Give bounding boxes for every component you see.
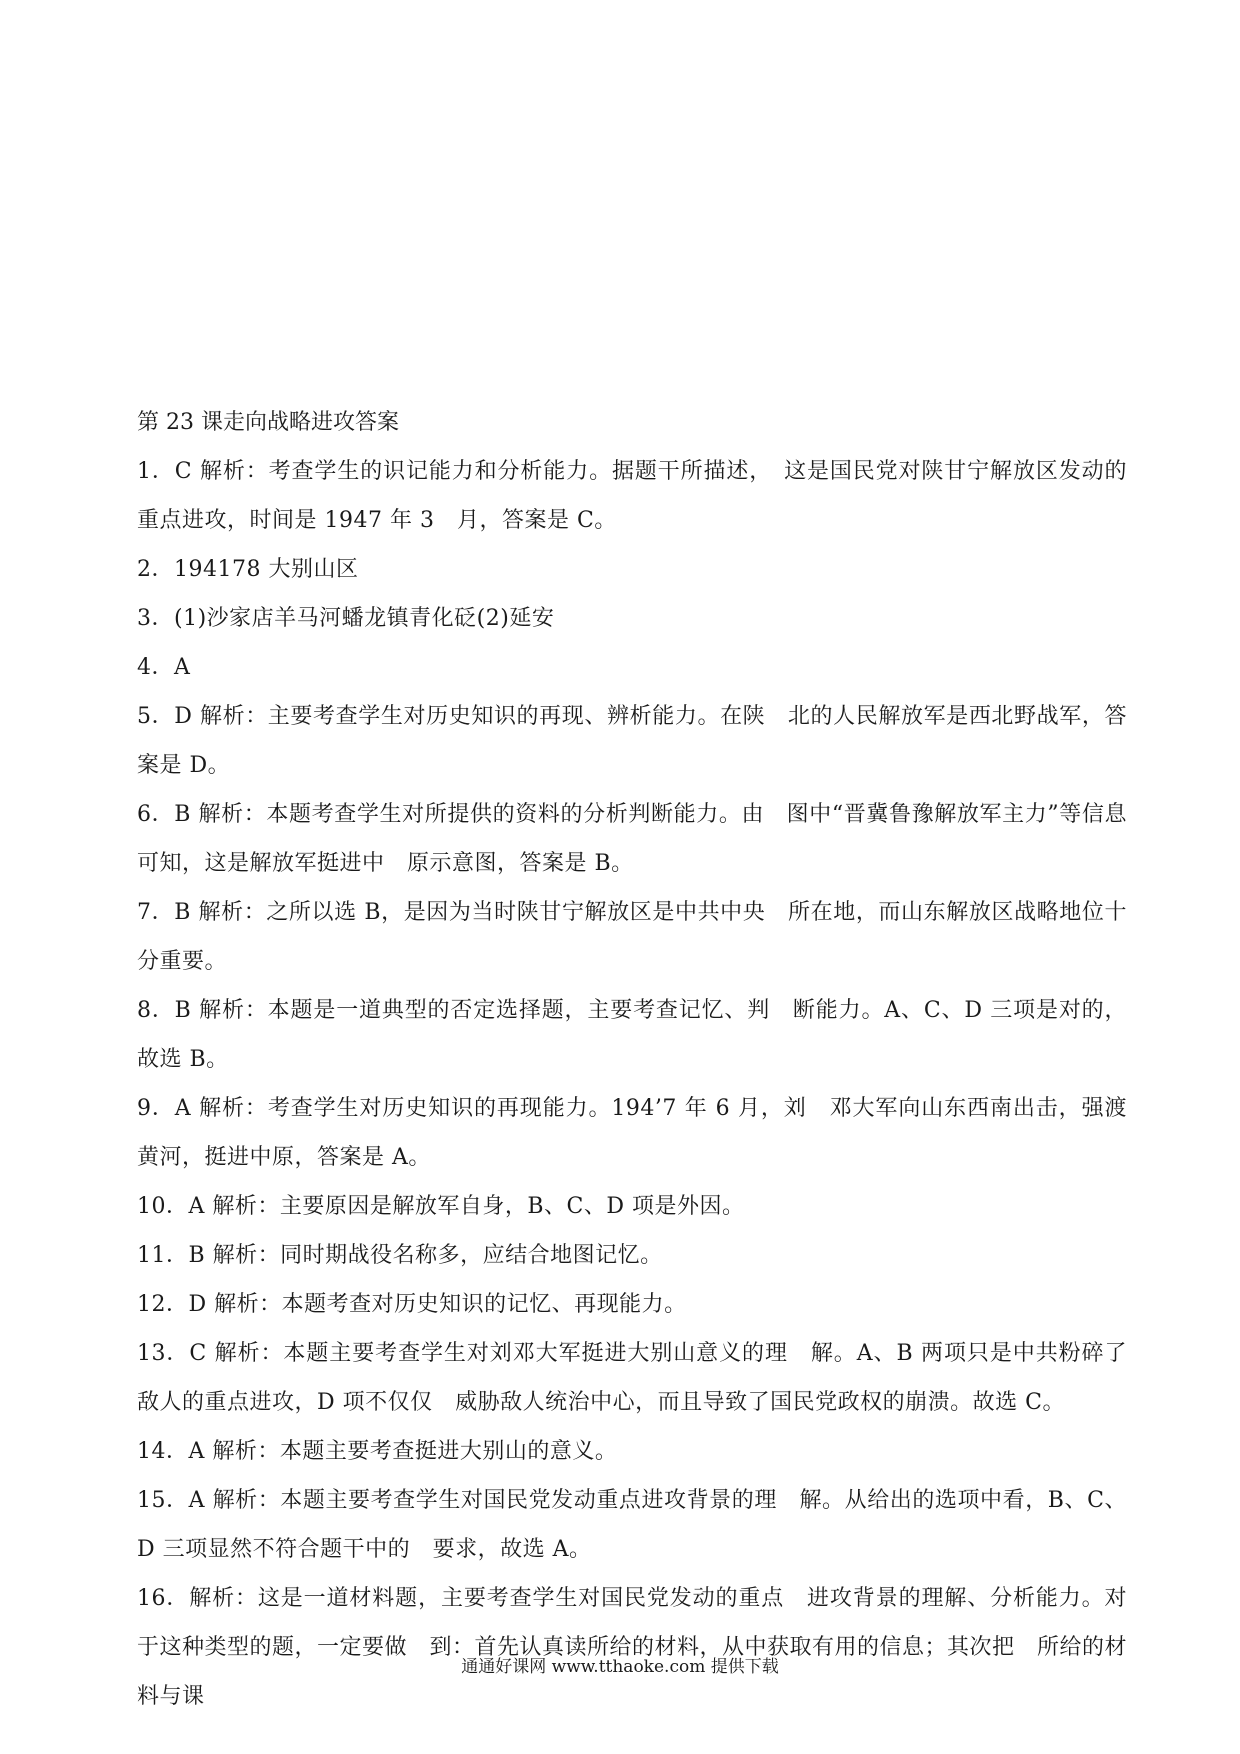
page-content (137, 398, 1127, 1721)
answer-1: 1．C 解析：考查学生的识记能力和分析能力。据题干所描述， 这是国民党对陕甘宁解放区发动的重点进攻，时间是 1947 年 3 月，答案是 C。 (137, 459, 1127, 533)
answer-7: 7．B 解析：之所以选 B，是因为当时陕甘宁解放区是中共中央 所在地，而山东解放区战略地位十分重要。 (137, 900, 1127, 974)
answer-10: 10．A 解析：主要原因是解放军自身，B、C、D 项是外因。 (137, 1194, 745, 1219)
answer-3: 3．(1)沙家店羊马河蟠龙镇青化砭(2)延安 (137, 606, 555, 631)
page-footer: 通通好课网 www.tthaoke.com 提供下载 (461, 1657, 779, 1677)
answer-5: 5．D 解析：主要考查学生对历史知识的再现、辨析能力。在陕 北的人民解放军是西北野战军，答案是 D。 (137, 704, 1127, 778)
answer-2: 2．194178 大别山区 (137, 557, 359, 582)
answer-16: 16．解析：这是一道材料题，主要考查学生对国民党发动的重点 进攻背景的理解、分析能力。对于这种类型的题，一定要做 到：首先认真读所给的材料，从中获取有用的信息；其次把 所给的材料与课 (137, 1586, 1128, 1709)
answer-14: 14．A 解析：本题主要考查挺进大别山的意义。 (137, 1439, 618, 1464)
answer-9: 9．A 解析：考查学生对历史知识的再现能力。194’7 年 6 月，刘 邓大军向山东西南出击，强渡黄河，挺进中原，答案是 A。 (137, 1096, 1127, 1170)
page-title: 第 23 课走向战略进攻答案 (137, 410, 399, 435)
answer-4: 4．A (137, 655, 191, 680)
answer-8: 8．B 解析：本题是一道典型的否定选择题，主要考查记忆、判 断能力。A、C、D 三项是对的，故选 B。 (137, 998, 1127, 1072)
answer-12: 12．D 解析：本题考查对历史知识的记忆、再现能力。 (137, 1292, 687, 1317)
answer-11: 11．B 解析：同时期战役名称多，应结合地图记忆。 (137, 1243, 663, 1268)
answer-15: 15．A 解析：本题主要考查学生对国民党发动重点进攻背景的理 解。从给出的选项中看，B、C、D 三项显然不符合题干中的 要求，故选 A。 (137, 1488, 1127, 1562)
answer-13: 13．C 解析：本题主要考查学生对刘邓大军挺进大别山意义的理 解。A、B 两项只是中共粉碎了敌人的重点进攻，D 项不仅仅 威胁敌人统治中心，而且导致了国民党政权的崩溃。故选 C。 (137, 1341, 1127, 1415)
answer-6: 6．B 解析：本题考查学生对所提供的资料的分析判断能力。由 图中“晋冀鲁豫解放军主力”等信息可知，这是解放军挺进中 原示意图，答案是 B。 (137, 802, 1127, 876)
